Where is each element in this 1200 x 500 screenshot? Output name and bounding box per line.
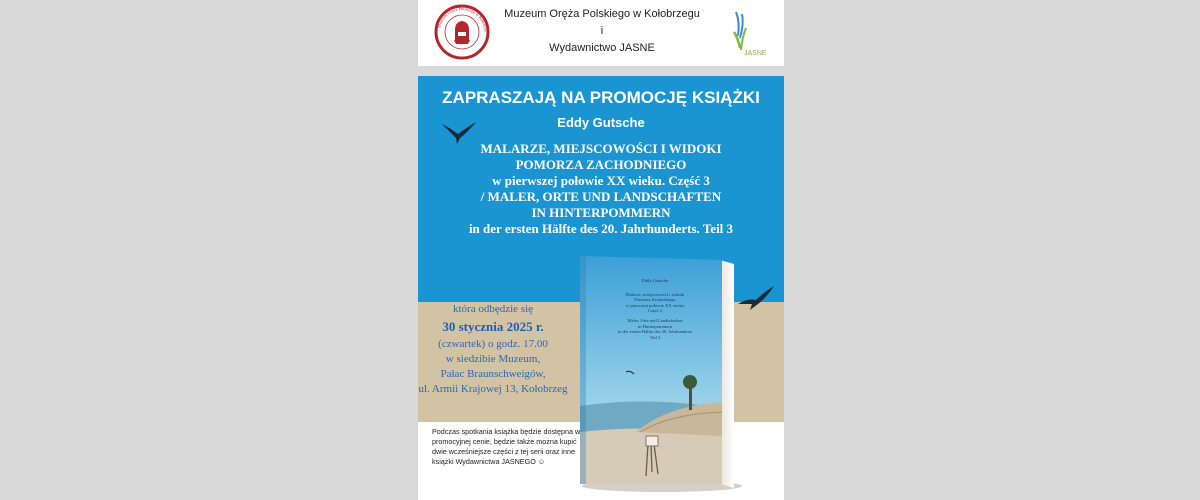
event-intro: która odbędzie się — [452, 303, 534, 315]
museum-logo-icon — [424, 2, 500, 62]
museum-logo-text: Muzeum Oręża Polskiego w Kołobrze — [436, 5, 489, 32]
book-cover-image — [576, 256, 756, 500]
promo-note: Podczas spotkania książka będzie dostępna w promocyjnej cenie, będzie także można kupić dwie wcześniejsze części z tej serii oraz inne książki Wydawnictwa JASNEGO ☺ — [432, 427, 581, 466]
book-title — [418, 141, 784, 237]
book-cover-text — [594, 278, 716, 340]
cover-line: Malarze, miejscowości i widoki — [625, 291, 685, 297]
event-time: (czwartek) o godz. 17.00 — [438, 338, 548, 350]
organizer-museum: Muzeum Oręża Polskiego w Kołobrzegu — [504, 8, 700, 20]
cover-line: Pomorza Zachodniego — [634, 297, 676, 303]
title-line: IN HINTERPOMMERN — [531, 205, 671, 220]
jasne-logo-icon — [716, 8, 776, 60]
cover-line: in Hinterpommern — [637, 323, 673, 329]
cover-line: Maler, Orte und Landschaften — [627, 317, 683, 323]
organizers-text — [502, 6, 702, 57]
title-line: w pierwszej połowie XX wieku. Część 3 — [492, 173, 710, 188]
header-banner — [418, 0, 784, 66]
cover-line: in der ersten Hälfte des 20. Jahrhunderts — [617, 329, 693, 335]
invite-heading: ZAPRASZAJĄ NA PROMOCJĘ KSIĄŻKI — [442, 88, 760, 107]
event-building: Pałac Braunschweigów, — [440, 368, 546, 380]
cover-line: Teil 3 — [649, 334, 661, 340]
event-poster — [418, 76, 784, 500]
seagull-icon — [736, 284, 776, 312]
cover-author: Eddy Gutsche — [642, 278, 668, 283]
organizer-conjunction: i — [600, 25, 604, 37]
cover-line: Część 3 — [647, 308, 663, 314]
title-line: / MALER, ORTE UND LANDSCHAFTEN — [480, 189, 722, 204]
title-line: in der ersten Hälfte des 20. Jahrhunderts. Teil 3 — [468, 221, 734, 236]
jasne-logo-text: JASNE — [744, 50, 767, 57]
title-line: MALARZE, MIEJSCOWOŚCI I WIDOKI — [480, 141, 722, 156]
event-details — [418, 302, 568, 397]
event-date: 30 stycznia 2025 r. — [442, 319, 544, 334]
title-line: POMORZA ZACHODNIEGO — [515, 157, 687, 172]
cover-line: w pierwszej połowie XX wieku — [625, 302, 685, 308]
event-venue: w siedzibie Muzeum, — [445, 353, 541, 365]
event-address: ul. Armii Krajowej 13, Kołobrzeg — [418, 383, 568, 395]
author-name: Eddy Gutsche — [557, 115, 645, 130]
organizer-publisher: Wydawnictwo JASNE — [549, 42, 655, 54]
